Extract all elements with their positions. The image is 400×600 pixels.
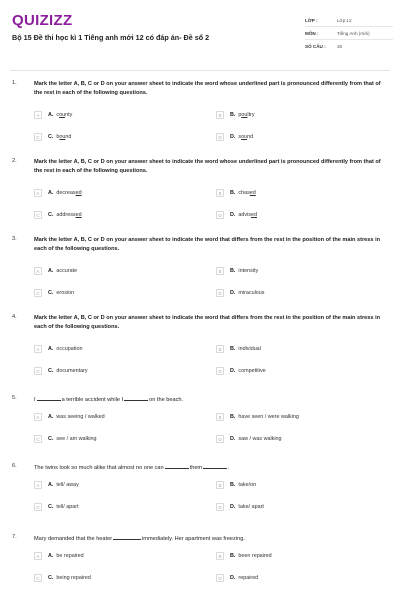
option-letter: B.	[230, 482, 236, 488]
answer-blank	[124, 395, 148, 401]
option-checkbox[interactable]: C	[34, 289, 42, 297]
worksheet-header	[0, 0, 400, 64]
option-letter: D.	[230, 504, 236, 510]
answer-option-b[interactable]	[216, 343, 261, 355]
option-text-pre: decreas	[56, 190, 76, 196]
option-text-pre: documentary	[56, 368, 88, 374]
option-checkbox[interactable]: C	[34, 435, 42, 443]
option-letter: B.	[230, 190, 236, 196]
answer-option-b[interactable]	[216, 109, 255, 121]
option-letter: A.	[48, 268, 54, 274]
question-number: 5.	[12, 395, 17, 401]
option-text	[238, 414, 299, 420]
option-text	[238, 436, 281, 442]
answer-option-b[interactable]	[216, 550, 272, 562]
question-text: Mark the letter A, B, C or D on your answer sheet to indicate the word whose underlined part is pronounced differently from that of the rest in each of the following questions.	[34, 159, 381, 174]
question-text: Mark the letter A, B, C or D on your answer sheet to indicate the word that differs from the rest in the position of the main stress in each of the following questions.	[34, 237, 381, 252]
option-text	[238, 553, 271, 559]
option-checkbox[interactable]: A	[34, 189, 42, 197]
option-letter: A.	[48, 190, 54, 196]
meta-value: 35	[337, 43, 343, 49]
question-text	[34, 395, 386, 405]
meta-row-class	[305, 14, 393, 27]
option-text-pre: repaired	[238, 575, 259, 581]
answer-option-c[interactable]	[34, 209, 82, 221]
question-number: 4.	[12, 314, 17, 320]
meta-value: Tiếng Anh (mới)	[337, 30, 370, 36]
quizizz-logo: QUIZIZZ	[12, 12, 73, 29]
option-checkbox[interactable]: A	[34, 345, 42, 353]
question-text	[34, 534, 386, 544]
option-letter: D.	[230, 368, 236, 374]
option-text-underlined: ed	[75, 212, 82, 218]
option-checkbox[interactable]: D	[216, 574, 224, 582]
option-text-post: nty	[65, 112, 73, 118]
option-letter: B.	[230, 414, 236, 420]
meta-key: MÔN :	[305, 30, 319, 36]
option-text-pre: being repaired	[56, 575, 91, 581]
question-number: 6.	[12, 463, 17, 469]
question-text-part: them	[189, 465, 203, 471]
answer-option-b[interactable]	[216, 411, 299, 423]
question-text-part: on the beach.	[149, 397, 184, 403]
answer-option-a[interactable]	[34, 265, 77, 277]
option-letter: C.	[48, 368, 54, 374]
answer-blank	[37, 395, 61, 401]
option-letter: A.	[48, 414, 54, 420]
option-text-pre: tell/ apart	[56, 504, 79, 510]
option-letter: A.	[48, 482, 54, 488]
option-letter: D.	[230, 212, 236, 218]
option-text-pre: intensity	[238, 268, 259, 274]
option-text	[56, 212, 81, 218]
option-text-pre: s	[238, 134, 242, 140]
option-letter: A.	[48, 346, 54, 352]
option-checkbox[interactable]: D	[216, 211, 224, 219]
option-text-pre: have seen / were walking	[238, 414, 299, 420]
option-checkbox[interactable]: C	[34, 367, 42, 375]
answer-option-d[interactable]	[216, 209, 257, 221]
option-text	[238, 575, 258, 581]
question-text: Mark the letter A, B, C or D on your answer sheet to indicate the word whose underlined part is pronounced differently from that of the rest in each of the following questions.	[34, 81, 381, 96]
option-text-pre: take/on	[238, 482, 257, 488]
option-text-pre: competitive	[238, 368, 266, 374]
option-text	[56, 553, 83, 559]
option-text-post: ltry	[247, 112, 255, 118]
option-text	[238, 290, 264, 296]
option-text	[56, 504, 78, 510]
option-checkbox[interactable]: D	[216, 367, 224, 375]
answer-blank	[113, 534, 141, 540]
question-number: 2.	[12, 158, 17, 164]
option-text-pre: miraculous	[238, 290, 265, 296]
option-text-post: nd	[65, 134, 72, 140]
question-text-part: a terrible accident while I	[61, 397, 124, 403]
option-checkbox[interactable]: C	[34, 503, 42, 511]
question-text-part: The twins look so much alike that almost no one can	[34, 465, 164, 471]
question-text	[34, 463, 386, 473]
option-text-pre: was seeing / walked	[56, 414, 105, 420]
option-checkbox[interactable]: A	[34, 413, 42, 421]
meta-key: LỚP :	[305, 17, 318, 23]
option-checkbox[interactable]: B	[216, 189, 224, 197]
option-text	[56, 290, 74, 296]
answer-option-a[interactable]	[34, 109, 72, 121]
option-letter: C.	[48, 290, 54, 296]
question-number: 3.	[12, 236, 17, 242]
answer-blank	[165, 463, 189, 469]
question-text: Mark the letter A, B, C or D on your answer sheet to indicate the word that differs from the rest in the position of the main stress in each of the following questions.	[34, 315, 381, 330]
option-text	[56, 482, 78, 488]
option-text-underlined: ed	[249, 190, 256, 196]
answer-option-b[interactable]	[216, 265, 258, 277]
option-checkbox[interactable]: D	[216, 503, 224, 511]
option-text-underlined: ou	[59, 112, 66, 118]
answer-option-d[interactable]	[216, 287, 264, 299]
header-divider	[10, 70, 390, 71]
answer-option-c[interactable]	[34, 501, 79, 513]
option-text	[56, 414, 104, 420]
answer-option-c[interactable]	[34, 572, 91, 584]
answer-option-a[interactable]	[34, 550, 84, 562]
option-checkbox[interactable]: B	[216, 345, 224, 353]
answer-option-d[interactable]	[216, 433, 282, 445]
answer-option-d[interactable]	[216, 131, 253, 143]
option-text-pre: tell/ away	[56, 482, 79, 488]
option-checkbox[interactable]: A	[34, 481, 42, 489]
question-text-part: I	[34, 397, 36, 403]
option-text	[56, 346, 82, 352]
option-text	[56, 112, 72, 118]
option-text	[238, 112, 254, 118]
option-checkbox[interactable]: A	[34, 552, 42, 560]
option-text-pre: occupation	[56, 346, 83, 352]
meta-key: SỐ CÂU :	[305, 43, 326, 49]
option-text	[56, 134, 71, 140]
answer-option-a[interactable]	[34, 479, 79, 491]
option-text	[238, 190, 255, 196]
option-letter: A.	[48, 553, 54, 559]
answer-option-b[interactable]	[216, 479, 256, 491]
option-letter: C.	[48, 504, 54, 510]
option-text-pre: been repaired	[238, 553, 272, 559]
option-letter: D.	[230, 436, 236, 442]
option-text	[238, 268, 258, 274]
answer-option-a[interactable]	[34, 343, 82, 355]
option-text	[238, 482, 256, 488]
option-checkbox[interactable]: A	[34, 267, 42, 275]
option-checkbox[interactable]: B	[216, 413, 224, 421]
option-text-underlined: ed	[251, 212, 257, 218]
option-letter: C.	[48, 575, 54, 581]
option-checkbox[interactable]: B	[216, 111, 224, 119]
option-letter: C.	[48, 436, 54, 442]
option-text	[238, 212, 257, 218]
option-checkbox[interactable]: B	[216, 267, 224, 275]
option-text	[56, 268, 77, 274]
option-text-pre: saw / was walking	[238, 436, 282, 442]
question-text-part: Mary demanded that the heater	[34, 536, 113, 542]
option-text-underlined: ou	[241, 134, 248, 140]
option-letter: D.	[230, 290, 236, 296]
option-text-underlined: ed	[75, 190, 82, 196]
answer-option-a[interactable]	[34, 187, 82, 199]
meta-row-question-count	[305, 40, 393, 52]
document-title: Bộ 15 Đề thi học kì 1 Tiếng anh mới 12 có đáp án- Đề số 2	[12, 33, 210, 42]
answer-option-d[interactable]	[216, 501, 264, 513]
answer-option-c[interactable]	[34, 365, 88, 377]
option-text	[56, 190, 81, 196]
option-text	[238, 346, 260, 352]
option-checkbox[interactable]: C	[34, 211, 42, 219]
question-number: 7.	[12, 534, 17, 540]
option-letter: A.	[48, 112, 54, 118]
option-checkbox[interactable]: B	[216, 481, 224, 489]
option-letter: D.	[230, 575, 236, 581]
option-text-pre: p	[238, 112, 242, 118]
option-letter: B.	[230, 268, 236, 274]
option-letter: D.	[230, 134, 236, 140]
option-text	[238, 368, 265, 374]
option-text-pre: individual	[238, 346, 261, 352]
option-text-pre: c	[56, 112, 60, 118]
option-text	[238, 504, 263, 510]
option-text-pre: see / am walking	[56, 436, 97, 442]
option-letter: B.	[230, 553, 236, 559]
option-letter: B.	[230, 112, 236, 118]
option-text-underlined: ou	[241, 112, 248, 118]
option-checkbox[interactable]: C	[34, 133, 42, 141]
answer-option-d[interactable]	[216, 365, 266, 377]
answer-option-c[interactable]	[34, 287, 74, 299]
meta-value: Lớp 12	[337, 17, 352, 23]
option-checkbox[interactable]: D	[216, 435, 224, 443]
option-letter: C.	[48, 212, 54, 218]
answer-option-c[interactable]	[34, 433, 97, 445]
meta-table	[305, 14, 393, 52]
option-checkbox[interactable]: C	[34, 574, 42, 582]
answer-option-b[interactable]	[216, 187, 256, 199]
option-text	[56, 436, 96, 442]
question-text-part: .	[228, 465, 230, 471]
question-text-part: immediately. Her apartment was freezing.	[142, 536, 245, 542]
question-number: 1.	[12, 80, 17, 86]
option-letter: B.	[230, 346, 236, 352]
answer-option-d[interactable]	[216, 572, 258, 584]
option-text-pre: accurate	[56, 268, 78, 274]
option-letter: C.	[48, 134, 54, 140]
option-text-pre: chas	[238, 190, 250, 196]
option-checkbox[interactable]: D	[216, 289, 224, 297]
option-text-pre: advis	[238, 212, 251, 218]
option-text-underlined: ou	[59, 134, 66, 140]
option-text	[56, 575, 90, 581]
option-text	[238, 134, 253, 140]
answer-option-c[interactable]	[34, 131, 71, 143]
option-text-pre: take/ apart	[238, 504, 264, 510]
option-checkbox[interactable]: D	[216, 133, 224, 141]
option-checkbox[interactable]: A	[34, 111, 42, 119]
answer-option-a[interactable]	[34, 411, 105, 423]
answer-blank	[203, 463, 227, 469]
option-text-post: nd	[247, 134, 254, 140]
option-text-pre: erosion	[56, 290, 75, 296]
option-text	[56, 368, 87, 374]
option-checkbox[interactable]: B	[216, 552, 224, 560]
meta-row-subject	[305, 27, 393, 40]
option-text-pre: b	[56, 134, 60, 140]
option-text-pre: address	[56, 212, 76, 218]
option-text-pre: be repaired	[56, 553, 84, 559]
